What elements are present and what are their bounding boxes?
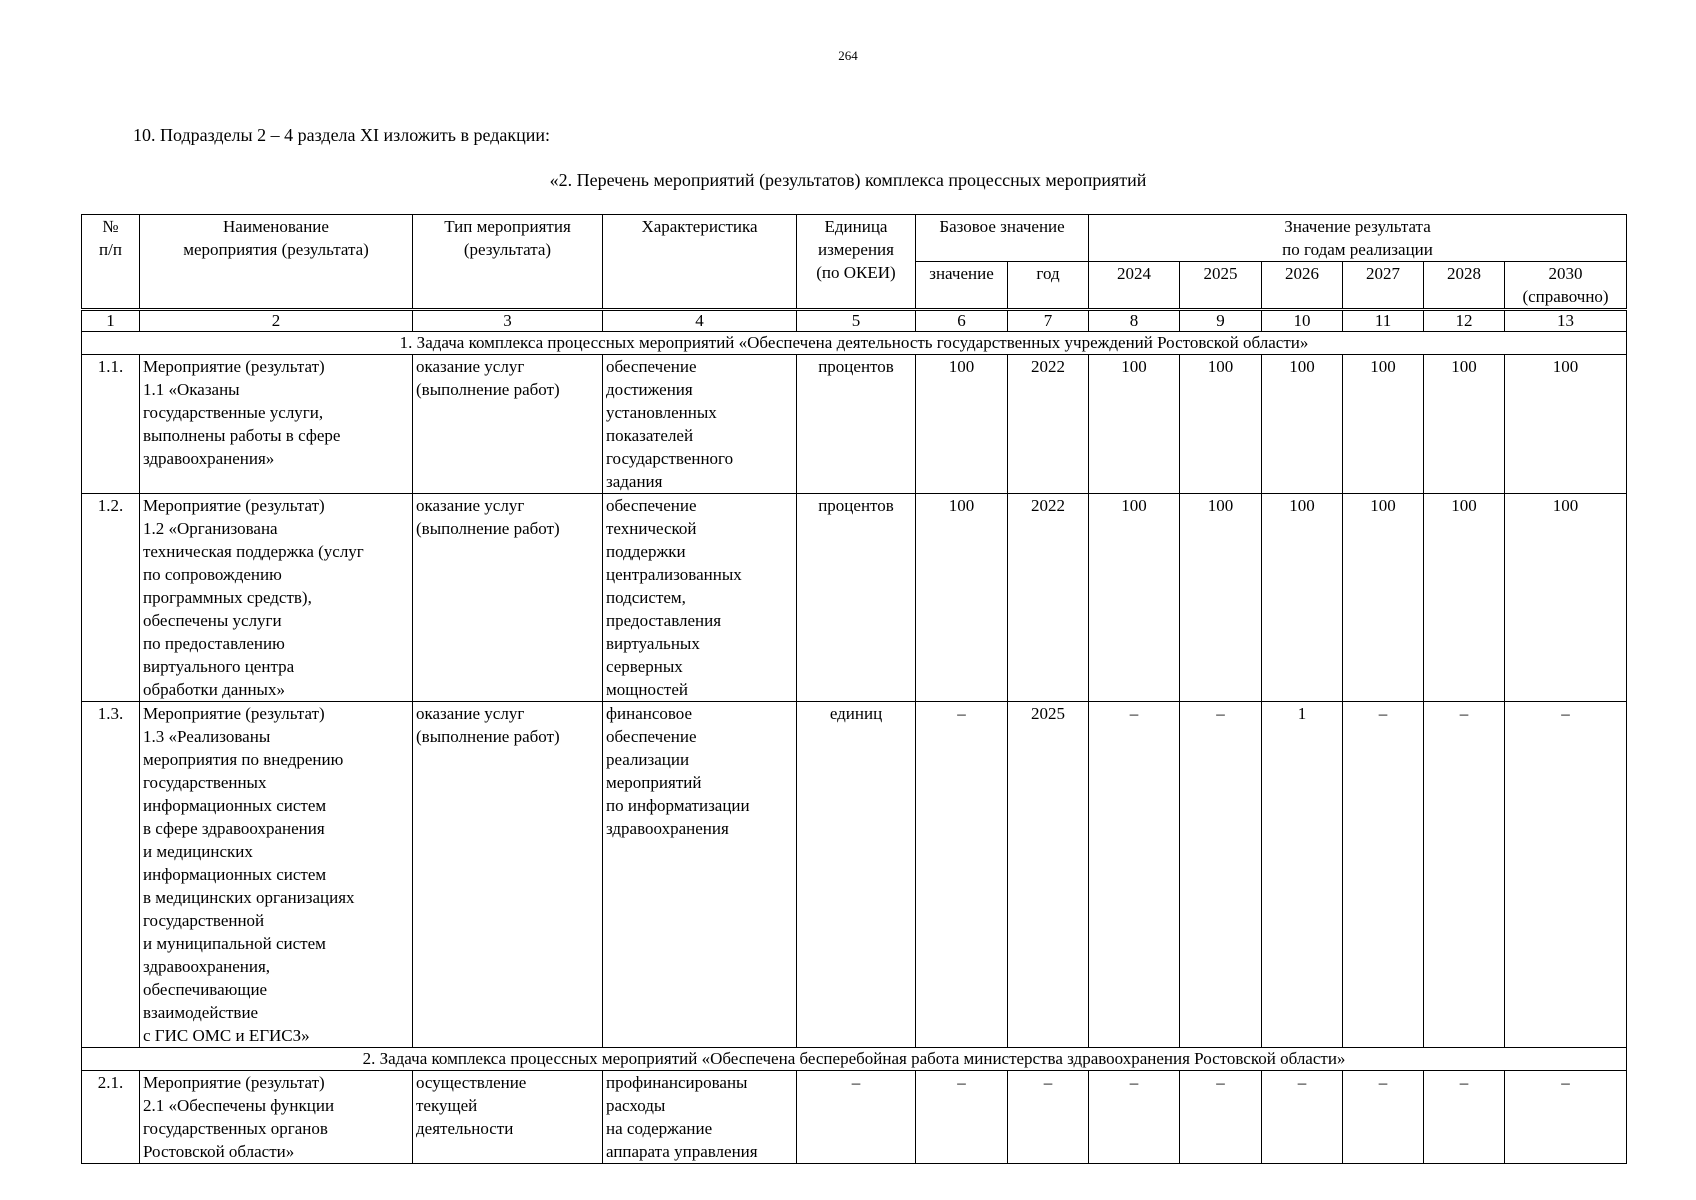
header-no: № п/п [82, 215, 140, 310]
row-number: 1.1. [82, 355, 140, 494]
measure-type: оказание услуг (выполнение работ) [413, 494, 603, 702]
year-value: 100 [1089, 494, 1180, 702]
column-number: 3 [413, 310, 603, 332]
unit: процентов [797, 494, 916, 702]
column-number: 1 [82, 310, 140, 332]
year-value: – [1262, 1071, 1343, 1164]
column-number: 2 [140, 310, 413, 332]
column-numbers-row [82, 310, 1627, 332]
measure-name: Мероприятие (результат) 1.1 «Оказаны государственные услуги, выполнены работы в сфере здравоохранения» [140, 355, 413, 494]
base-year: 2022 [1008, 494, 1089, 702]
year-value: – [1505, 702, 1627, 1048]
column-number: 10 [1262, 310, 1343, 332]
table-row [82, 702, 1627, 1048]
column-number: 6 [916, 310, 1008, 332]
header-type: Тип мероприятия (результата) [413, 215, 603, 310]
header-characteristic: Характеристика [603, 215, 797, 310]
measure-name: Мероприятие (результат) 1.3 «Реализованы мероприятия по внедрению государственных информационных систем в сфере здравоохранения и медицинских информационных систем в медицинских организациях государственной и муниципальной систем здравоохранения, обеспечивающие взаимодействие с ГИС ОМС и ЕГИСЗ» [140, 702, 413, 1048]
year-value: 100 [1262, 355, 1343, 494]
row-number: 1.2. [82, 494, 140, 702]
year-value: 100 [1424, 355, 1505, 494]
column-number: 4 [603, 310, 797, 332]
header-row [82, 215, 1627, 262]
base-value: 100 [916, 494, 1008, 702]
table-row [82, 1071, 1627, 1164]
column-number: 13 [1505, 310, 1627, 332]
unit: единиц [797, 702, 916, 1048]
header-base-year: год [1008, 262, 1089, 310]
year-value: 1 [1262, 702, 1343, 1048]
row-number: 1.3. [82, 702, 140, 1048]
unit: – [797, 1071, 916, 1164]
measures-table [81, 214, 1627, 1164]
page-number: 264 [838, 48, 858, 63]
year-value: 100 [1505, 355, 1627, 494]
measure-type: оказание услуг (выполнение работ) [413, 702, 603, 1048]
year-value: – [1424, 702, 1505, 1048]
base-year: 2025 [1008, 702, 1089, 1048]
header-unit: Единица измерения (по ОКЕИ) [797, 215, 916, 310]
year-value: 100 [1262, 494, 1343, 702]
base-year: 2022 [1008, 355, 1089, 494]
measure-characteristic: финансовое обеспечение реализации мероприятий по информатизации здравоохранения [603, 702, 797, 1048]
base-value: – [916, 1071, 1008, 1164]
header-year: 2026 [1262, 262, 1343, 310]
column-number: 11 [1343, 310, 1424, 332]
year-value: 100 [1180, 494, 1262, 702]
intro-text: 10. Подразделы 2 – 4 раздела XI изложить в редакции: [133, 125, 550, 145]
year-value: 100 [1343, 494, 1424, 702]
task-row [82, 332, 1627, 355]
table-row [82, 355, 1627, 494]
year-value: – [1180, 702, 1262, 1048]
column-number: 5 [797, 310, 916, 332]
year-value: 100 [1505, 494, 1627, 702]
header-year: 2030 (справочно) [1505, 262, 1627, 310]
year-value: – [1343, 1071, 1424, 1164]
base-year: – [1008, 1071, 1089, 1164]
header-result: Значение результата по годам реализации [1089, 215, 1627, 262]
column-number: 7 [1008, 310, 1089, 332]
year-value: – [1089, 1071, 1180, 1164]
measure-type: осуществление текущей деятельности [413, 1071, 603, 1164]
base-value: – [916, 702, 1008, 1048]
unit: процентов [797, 355, 916, 494]
column-number: 9 [1180, 310, 1262, 332]
header-base-value: значение [916, 262, 1008, 310]
year-value: – [1180, 1071, 1262, 1164]
year-value: 100 [1343, 355, 1424, 494]
task-title: 1. Задача комплекса процессных мероприятий «Обеспечена деятельность государственных учреждений Ростовской области» [82, 332, 1627, 355]
year-value: 100 [1089, 355, 1180, 494]
task-row [82, 1048, 1627, 1071]
year-value: – [1424, 1071, 1505, 1164]
header-year: 2024 [1089, 262, 1180, 310]
year-value: – [1343, 702, 1424, 1048]
column-number: 12 [1424, 310, 1505, 332]
year-value: 100 [1180, 355, 1262, 494]
year-value: – [1505, 1071, 1627, 1164]
table-row [82, 494, 1627, 702]
table-title: «2. Перечень мероприятий (результатов) комплекса процессных мероприятий [549, 170, 1147, 190]
measure-name: Мероприятие (результат) 1.2 «Организована техническая поддержка (услуг по сопровождению программных средств), обеспечены услуги по предоставлению виртуального центра обработки данных» [140, 494, 413, 702]
year-value: – [1089, 702, 1180, 1048]
header-base: Базовое значение [916, 215, 1089, 262]
task-title: 2. Задача комплекса процессных мероприятий «Обеспечена бесперебойная работа министерства здравоохранения Ростовской области» [82, 1048, 1627, 1071]
base-value: 100 [916, 355, 1008, 494]
header-year: 2028 [1424, 262, 1505, 310]
measure-characteristic: профинансированы расходы на содержание аппарата управления [603, 1071, 797, 1164]
header-name: Наименование мероприятия (результата) [140, 215, 413, 310]
header-year: 2025 [1180, 262, 1262, 310]
column-number: 8 [1089, 310, 1180, 332]
measure-characteristic: обеспечение технической поддержки централизованных подсистем, предоставления виртуальных серверных мощностей [603, 494, 797, 702]
measure-characteristic: обеспечение достижения установленных показателей государственного задания [603, 355, 797, 494]
measure-name: Мероприятие (результат) 2.1 «Обеспечены функции государственных органов Ростовской области» [140, 1071, 413, 1164]
measure-type: оказание услуг (выполнение работ) [413, 355, 603, 494]
header-year: 2027 [1343, 262, 1424, 310]
row-number: 2.1. [82, 1071, 140, 1164]
year-value: 100 [1424, 494, 1505, 702]
